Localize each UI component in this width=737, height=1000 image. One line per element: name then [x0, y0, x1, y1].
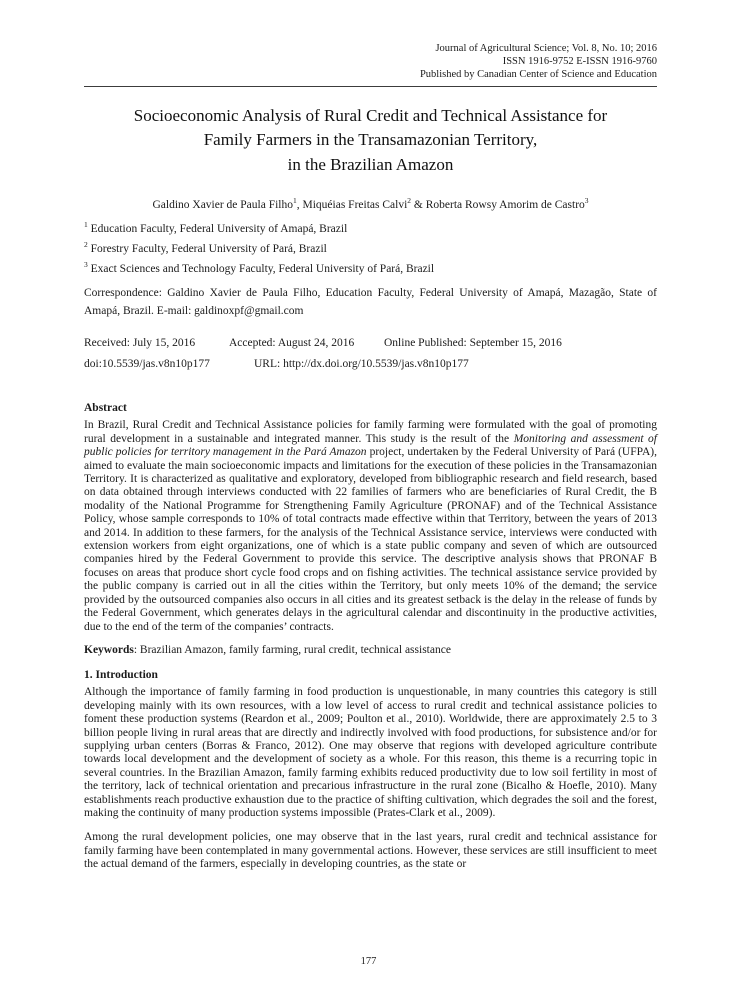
affiliation-text: Education Faculty, Federal University of Amapá, Brazil	[87, 223, 348, 236]
correspondence-text: Correspondence: Galdino Xavier de Paula Filho, Education Faculty, Federal University of Amapá, Mazagão, State of Amapá, Brazil. E-mail:	[84, 286, 657, 318]
paper-title	[84, 104, 657, 178]
title-line-3: in the Brazilian Amazon	[287, 154, 454, 174]
affiliation-item	[84, 220, 657, 237]
received-date: Received: July 15, 2016	[84, 337, 196, 350]
affiliation-ref: 1	[84, 220, 88, 230]
authors-line	[84, 198, 657, 212]
page-number: 177	[360, 956, 377, 967]
journal-header	[84, 0, 657, 82]
abstract-heading: Abstract	[84, 402, 127, 415]
project-name-italic: Monitoring and assessment of public policies for territory management in the Pará Amazon	[84, 432, 657, 459]
affiliation-item	[84, 240, 657, 257]
author-name: & Roberta Rowsy Amorim de Castro	[411, 199, 585, 212]
doi-row	[84, 358, 657, 379]
affiliation-ref: 3	[84, 260, 88, 270]
author-name: , Miquéias Freitas Calvi	[296, 199, 408, 212]
introduction-paragraph-2: Among the rural development policies, one may observe that in the last years, rural credit and technical assistance for family farming have been contemplated in many governmental actions. However, these services are still insufficient to meet the actual demand of the farmers, especially in developing countries, as the state or	[84, 831, 657, 871]
dates-row	[84, 337, 657, 358]
author-affiliation-ref: 2	[407, 196, 412, 206]
page-content	[84, 0, 657, 872]
doi-text: doi:10.5539/jas.v8n10p177	[84, 358, 210, 371]
abstract-paragraph	[84, 419, 657, 634]
journal-name-line: Journal of Agricultural Science; Vol. 8, No. 10; 2016	[435, 43, 657, 54]
issn-line: ISSN 1916-9752 E-ISSN 1916-9760	[502, 56, 657, 68]
abstract-text-part1: In Brazil, Rural Credit and Technical Assistance policies for family farming were formulated with the goal of promoting rural development in a sustainable and integrated manner. This study is the result of the	[84, 419, 657, 445]
title-line-2: Family Farmers in the Transamazonian Territory,	[203, 130, 538, 150]
title-line-1: Socioeconomic Analysis of Rural Credit and Technical Assistance for	[133, 105, 608, 125]
affiliation-text: Forestry Faculty, Federal University of Pará, Brazil	[87, 243, 327, 256]
doi-url: URL: http://dx.doi.org/10.5539/jas.v8n10p177	[254, 358, 469, 371]
abstract-text-part2: project, undertaken by the Federal University of Pará (UFPA), aimed to evaluate the main socioeconomic impacts and limitations for the execution of these policies in the Transamazonian Territory. It is characterized as qualitative and exploratory, developed from bibliographic research and field research, based on data obtained through interviews conducted with 22 families of farmers who are beneficiaries of Rural Credit, the B modality of the National Programme for Strengthening Family Agriculture (PRONAF) and of the Technical Assistance Policy, whose sample corresponds to 10% of total contracts made effective within that Territory, between the years of 2013 and 2014. In addition to these farmers, for the analysis of the Technical Assistance service, interviews were conducted with extension workers from eight organizations, one of which is a state public company and seven of which are outsourced companies hired by the Federal Government to provide this service. The descriptive analysis shows that PRONAF B focuses on areas that produce short cycle food crops and on fishing activities. The technical assistance service provided by the public company is carried out in all the cities within the Territory, but only meets 10% of the demand; the service provided by the outsourced companies also occurs in all cities and its greatest setback is the delay in the release of funds by the Federal Government, which generates delays in the agricultural calendar and discontinuity in the productive activities, due to the end of the term of the companies’ contracts.	[84, 446, 657, 633]
affiliation-text: Exact Sciences and Technology Faculty, Federal University of Pará, Brazil	[87, 263, 435, 276]
online-published-date: Online Published: September 15, 2016	[384, 337, 562, 350]
affiliations-list	[84, 220, 657, 277]
affiliation-ref: 2	[84, 240, 88, 250]
accepted-date: Accepted: August 24, 2016	[229, 337, 355, 350]
correspondence-email: galdinoxpf@gmail.com	[194, 305, 304, 318]
introduction-paragraph-1: Although the importance of family farming in food production is unquestionable, in many countries this category is still developing mainly with its own resources, with a low level of access to rural credit and technical assistance policies to foment these production systems (Reardon et al., 2009; Poulton et al., 2010). Worldwide, there are approximately 2.5 to 3 billion people living in rural areas that are directly and indirectly involved with food productions, for subsistence and/or for supplying urban centers (Borras & Franco, 2012). One may observe that regions with developed agriculture contribute towards local development and the development of society as a whole. For this reason, this theme is a recurring topic in several countries. In the Brazilian Amazon, family farming exhibits reduced productivity due to low soil fertility in most of the territory, lack of technical orientation and precarious infrastructure in the rural zone (Bicalho & Hoefle, 2010). Many establishments reach productive exhaustion due to the practice of shifting cultivation, which degrades the soil and the forest, making the continuity of many production systems impossible (Prates-Clark et al., 2009).	[84, 686, 657, 819]
affiliation-item	[84, 260, 657, 277]
keywords-line	[84, 644, 657, 657]
introduction-heading: 1. Introduction	[84, 669, 158, 682]
publication-meta	[84, 337, 657, 379]
publisher-line: Published by Canadian Center of Science and Education	[419, 69, 657, 81]
author-affiliation-ref: 3	[584, 196, 589, 206]
keywords-text: : Brazilian Amazon, family farming, rural credit, technical assistance	[133, 643, 451, 656]
correspondence-line	[84, 284, 657, 321]
author-name: Galdino Xavier de Paula Filho	[152, 199, 293, 212]
keywords-label: Keywords	[84, 643, 134, 656]
author-affiliation-ref: 1	[293, 196, 297, 206]
header-rule	[84, 86, 657, 87]
